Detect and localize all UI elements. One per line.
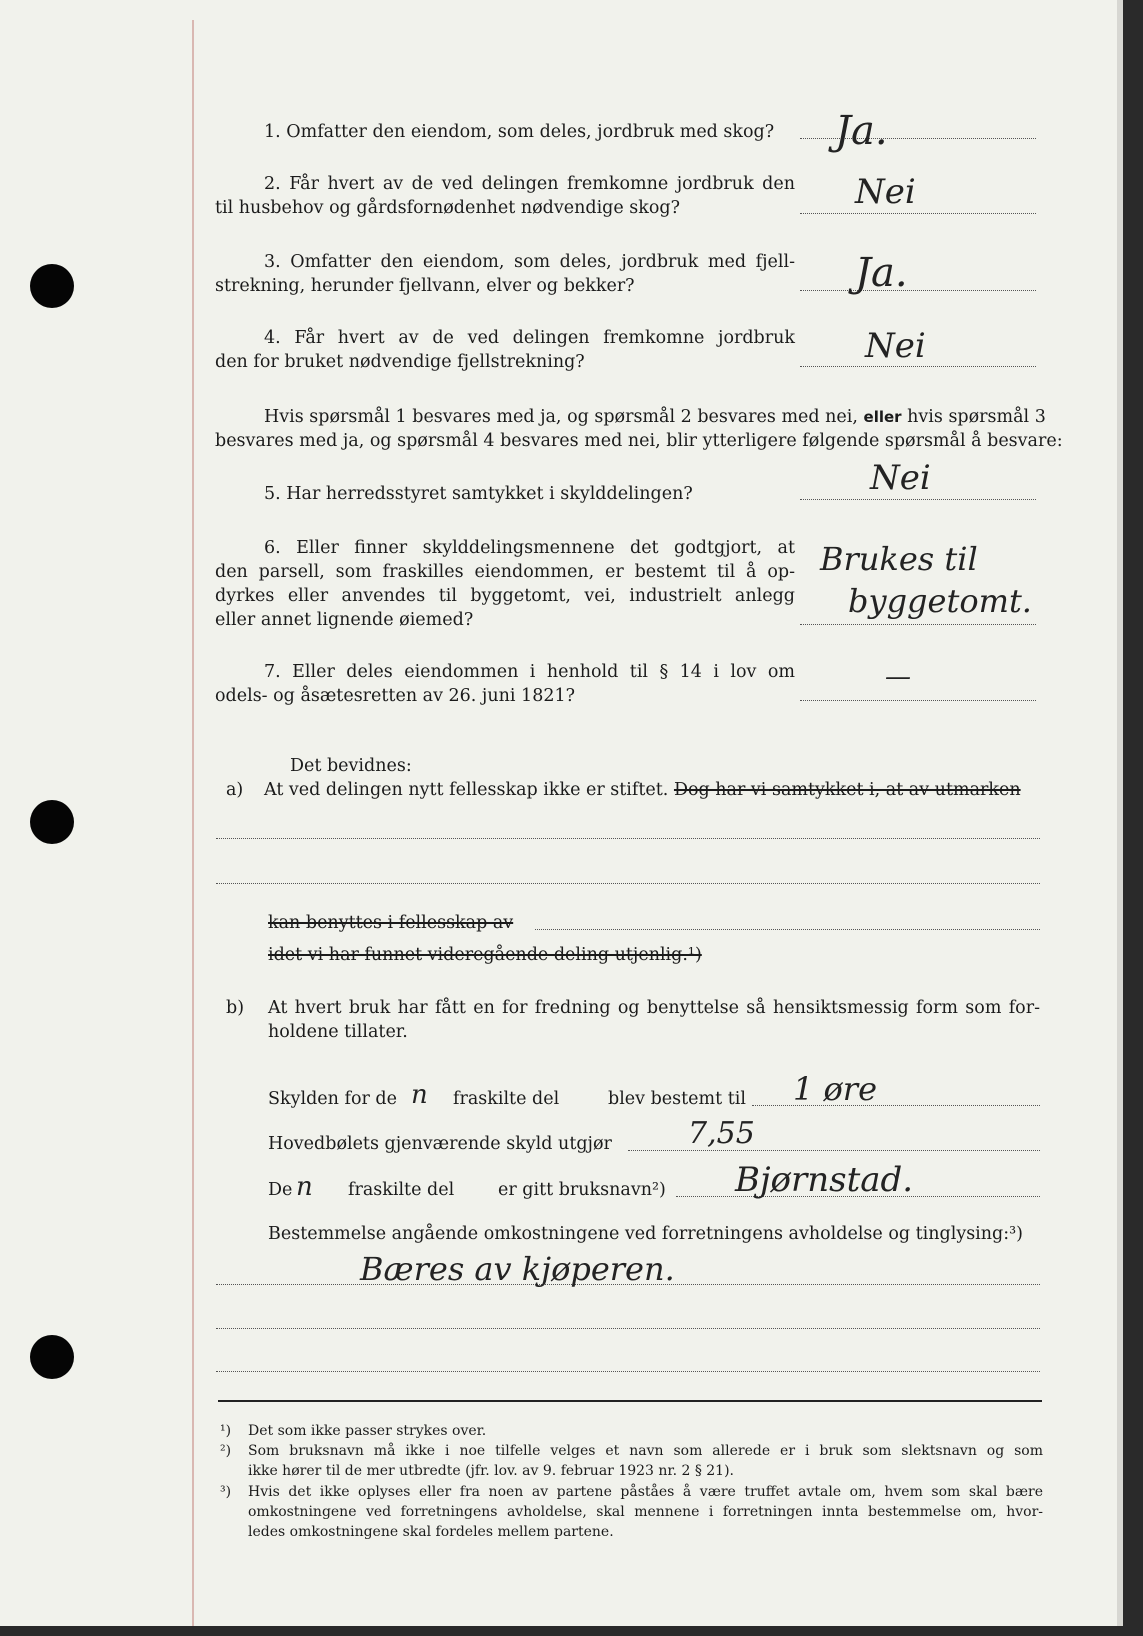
answer-7-handwritten: — <box>885 662 911 692</box>
punch-hole <box>30 1335 74 1379</box>
condition-text-c: hvis spørsmål 3 <box>907 407 1046 427</box>
footnote-2 <box>220 1441 1043 1481</box>
question-1-text: 1. Omfatter den eiendom, som deles, jordbruk med skog? <box>264 122 775 142</box>
attest-b-line2: holdene tillater. <box>268 1022 408 1042</box>
answer-6-handwritten-line2: byggetomt. <box>848 582 1032 620</box>
footnote-2-line1: Som bruksnavn må ikke i noe tilfelle velges et navn som allerede er i bruk som slektsnavn og som <box>248 1443 1043 1459</box>
question-6-line2: den parsell, som fraskilles eiendommen, er bestemt til å op- <box>215 562 795 582</box>
question-7-line1: 7. Eller deles eiendommen i henhold til § 14 i lov om <box>264 662 795 682</box>
question-4-line1: 4. Får hvert av de ved delingen fremkomne jordbruk <box>264 328 795 348</box>
question-3-line1: 3. Omfatter den eiendom, som deles, jordbruk med fjell- <box>264 252 795 272</box>
attest-b-line1: At hvert bruk har fått en for fredning og benyttelse så hensiktsmessig form som for- <box>268 998 1040 1018</box>
navn-handwritten-suffix: n <box>296 1172 313 1202</box>
navn-value-handwritten: Bjørnstad. <box>735 1160 914 1200</box>
footnote-2-marker: ²) <box>220 1443 232 1459</box>
attest-heading: Det bevidnes: <box>290 756 412 776</box>
footnote-3 <box>220 1482 1043 1542</box>
question-7 <box>215 660 795 708</box>
answer-1-handwritten: Ja. <box>835 108 888 154</box>
omk-label: Bestemmelse angående omkostningene ved forretningens avholdelse og tinglysing:³) <box>268 1224 1023 1244</box>
skyld-label-c: blev bestemt til <box>608 1089 746 1109</box>
footnote-3-line3: ledes omkostningene skal fordeles mellem partene. <box>248 1524 614 1540</box>
condition-emphasis: eller <box>863 408 902 426</box>
footnote-rule <box>218 1400 1042 1402</box>
question-3 <box>215 250 795 298</box>
question-4-line2: den for bruket nødvendige fjellstrekning? <box>215 352 585 372</box>
answer-line <box>800 624 1036 625</box>
question-7-line2: odels- og åsætesretten av 26. juni 1821? <box>215 686 575 706</box>
attest-a-label: a) <box>226 780 244 800</box>
attest-a-main: At ved delingen nytt fellesskap ikke er stiftet. <box>264 780 669 800</box>
question-6-line4: eller annet lignende øiemed? <box>215 610 474 630</box>
attest-b-label: b) <box>226 998 245 1018</box>
blank-line <box>535 929 1040 930</box>
hoved-value-handwritten: 7,55 <box>688 1116 755 1151</box>
condition-line2: besvares med ja, og spørsmål 4 besvares med nei, blir ytterligere følgende spørsmål å besvare: <box>215 431 1063 451</box>
struck-fellesskap: kan benyttes i fellesskap av <box>268 913 514 933</box>
question-2-line1: 2. Får hvert av de ved delingen fremkomne jordbruk den <box>264 174 795 194</box>
answer-2-handwritten: Nei <box>855 172 916 212</box>
punch-hole <box>30 264 74 308</box>
punch-hole <box>30 800 74 844</box>
footnote-1-line1: Det som ikke passer strykes over. <box>248 1423 487 1439</box>
field-line <box>216 1371 1040 1372</box>
condition-text-a: Hvis spørsmål 1 besvares med ja, og spørsmål 2 besvares med nei, <box>264 407 858 427</box>
skyld-handwritten-suffix: n <box>411 1080 428 1110</box>
navn-label-a: De <box>268 1180 293 1200</box>
condition-paragraph <box>215 405 1063 453</box>
attest-a-struck: Dog har vi samtykket i, at av utmarken <box>673 780 1021 800</box>
question-6-line1: 6. Eller finner skylddelingsmennene det godtgjort, at <box>264 538 795 558</box>
footnote-3-line1: Hvis det ikke oplyses eller fra noen av partene påståes å være truffet avtale om, hvem som skal bære <box>248 1484 1043 1500</box>
omk-value-handwritten: Bæres av kjøperen. <box>360 1250 675 1288</box>
question-6 <box>215 536 795 632</box>
question-3-line2: strekning, herunder fjellvann, elver og bekker? <box>215 276 635 296</box>
footnote-3-line2: omkostningene ved forretningens avholdelse, skal mennene i forretningen innta bestemmelse om, hvor- <box>248 1504 1043 1520</box>
answer-line <box>800 700 1036 701</box>
question-5-text: 5. Har herredsstyret samtykket i skylddelingen? <box>264 484 693 504</box>
question-4 <box>215 326 795 374</box>
navn-label-b: fraskilte del <box>348 1180 455 1200</box>
navn-label-c: er gitt bruksnavn²) <box>498 1180 666 1200</box>
question-1 <box>264 120 774 144</box>
margin-rule <box>192 20 194 1626</box>
attest-a-text <box>264 778 1021 802</box>
blank-line <box>216 838 1040 839</box>
answer-6-handwritten-line1: Brukes til <box>820 540 978 578</box>
struck-deling: idet vi har funnet videregående deling utjenlig.¹) <box>268 945 702 965</box>
answer-line <box>800 290 1036 291</box>
answer-4-handwritten: Nei <box>865 326 926 366</box>
answer-5-handwritten: Nei <box>870 458 931 498</box>
footnote-1 <box>220 1421 487 1441</box>
page-edge <box>1117 0 1123 1626</box>
skyld-value-handwritten: 1 øre <box>793 1070 878 1108</box>
question-6-line3: dyrkes eller anvendes til byggetomt, vei, industrielt anlegg <box>215 586 795 606</box>
question-2 <box>215 172 795 220</box>
question-2-line2: til husbehov og gårdsfornødenhet nødvendige skog? <box>215 198 680 218</box>
footnote-2-line2: ikke hører til de mer utbredte (jfr. lov. av 9. februar 1923 nr. 2 § 21). <box>248 1463 735 1479</box>
question-5 <box>264 482 693 506</box>
hoved-label: Hovedbølets gjenværende skyld utgjør <box>268 1134 612 1154</box>
skyld-label-b: fraskilte del <box>453 1089 560 1109</box>
answer-line <box>800 366 1036 367</box>
field-line <box>216 1328 1040 1329</box>
footnote-3-marker: ³) <box>220 1484 232 1500</box>
footnote-1-marker: ¹) <box>220 1423 232 1439</box>
answer-line <box>800 213 1036 214</box>
skyld-label-a: Skylden for de <box>268 1089 397 1109</box>
answer-3-handwritten: Ja. <box>855 250 908 296</box>
answer-line <box>800 499 1036 500</box>
blank-line <box>216 883 1040 884</box>
attest-b-text <box>268 996 1040 1044</box>
